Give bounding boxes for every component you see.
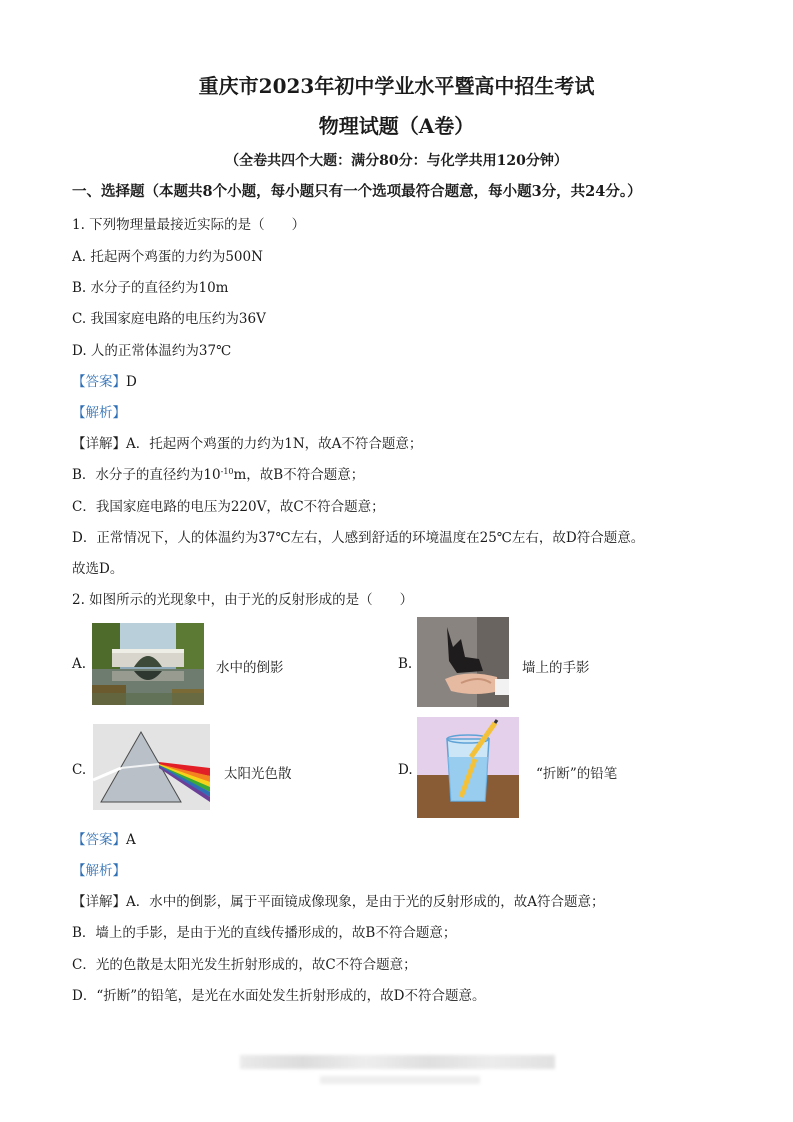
exam-note: （全卷共四个大题：满分80分：与化学共用120分钟）: [225, 153, 568, 169]
q1-option-c: C. 我国家庭电路的电压约为36V: [72, 311, 266, 327]
q2-stem: 2. 如图所示的光现象中，由于光的反射形成的是（ ）: [72, 592, 414, 608]
q2-analysis-tag: 【解析】: [72, 863, 126, 879]
q2-detail-b: B．墙上的手影，是由于光的直线传播形成的，故B不符合题意；: [72, 925, 457, 941]
q1-option-d: D. 人的正常体温约为37℃: [72, 343, 232, 359]
q2-answer: [72, 828, 136, 848]
blurred-footer: [240, 1055, 555, 1069]
q1-detail-d: D．正常情况下，人的体温约为37℃左右，人感到舒适的环境温度在25℃左右，故D符合题意。: [72, 530, 645, 546]
q2-detail-c: C．光的色散是太阳光发生折射形成的，故C不符合题意；: [72, 957, 417, 973]
q2-detail-a: 【详解】A．水中的倒影，属于平面镜成像现象，是由于光的反射形成的，故A符合题意；: [72, 894, 605, 910]
q2-option-d-caption: “折断”的铅笔: [536, 766, 618, 782]
q1-detail-c: C．我国家庭电路的电压为220V，故C不符合题意；: [72, 499, 385, 515]
hand-shadow-photo-icon: [417, 617, 509, 707]
exam-subtitle: 物理试题（A卷）: [318, 114, 475, 138]
q1-analysis-tag: 【解析】: [72, 405, 126, 421]
q1-stem: 1. 下列物理量最接近实际的是（ ）: [72, 217, 306, 233]
section-heading: 一、选择题（本题共8个小题，每小题只有一个选项最符合题意，每小题3分，共24分。）: [72, 183, 642, 200]
q1-conclusion: 故选D。: [72, 561, 124, 577]
answer-tag: 【答案】: [72, 832, 126, 848]
q2-option-a-letter: A.: [72, 656, 87, 672]
q2-option-b-letter: B.: [398, 656, 413, 672]
q1-detail-a: 【详解】A．托起两个鸡蛋的力约为1N，故A不符合题意；: [72, 436, 423, 452]
q1-answer: [72, 370, 137, 390]
q1-option-a: A. 托起两个鸡蛋的力约为500N: [72, 249, 263, 265]
exponent: -10: [220, 467, 234, 476]
answer-value: A: [126, 832, 136, 848]
bridge-reflection-photo-icon: [92, 623, 204, 705]
prism-dispersion-figure-icon: [93, 724, 210, 810]
q1-detail-b: B．水分子的直径约为$10^{-10}m$，故B不符合题意；: [72, 467, 365, 483]
q2-detail-d: D．“折断”的铅笔，是光在水面处发生折射形成的，故D不符合题意。: [72, 988, 486, 1004]
answer-tag: 【答案】: [72, 374, 126, 390]
q2-option-c-letter: C.: [72, 762, 87, 778]
q2-option-c-caption: 太阳光色散: [224, 766, 292, 782]
q1-option-b: B. 水分子的直径约为10m: [72, 280, 229, 296]
q2-option-a-caption: 水中的倒影: [216, 660, 284, 676]
exam-title: 重庆市2023年初中学业水平暨高中招生考试: [198, 74, 595, 98]
pencil-in-glass-figure-icon: [417, 717, 519, 818]
blurred-footer-line: [320, 1076, 480, 1084]
q2-option-b-caption: 墙上的手影: [522, 660, 590, 676]
q2-option-d-letter: D.: [398, 762, 413, 778]
answer-value: D: [126, 374, 137, 390]
